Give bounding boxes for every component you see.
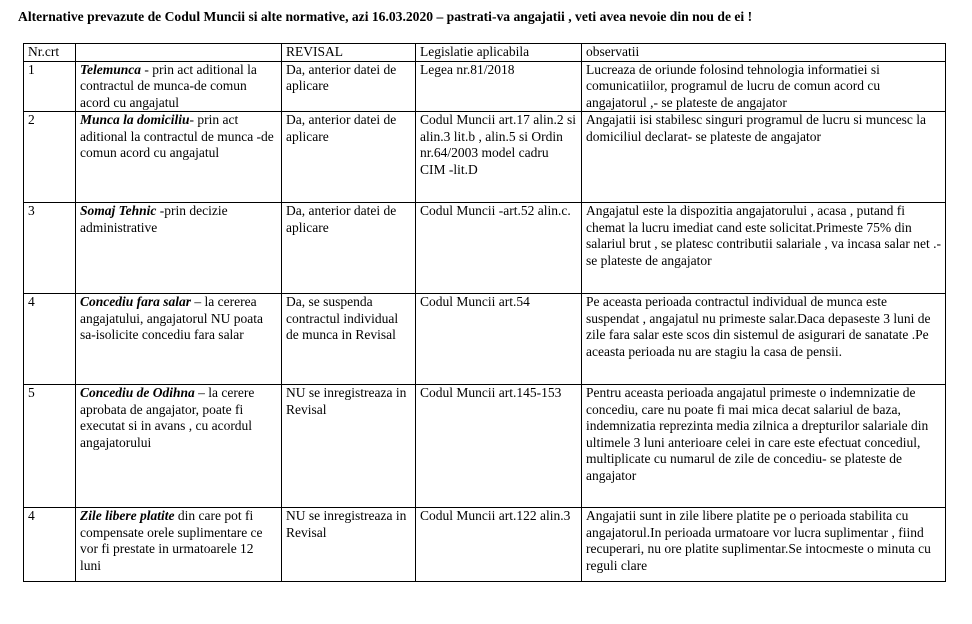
row-revisal: Da, anterior datei de aplicare [282, 61, 416, 112]
table-row [24, 112, 946, 203]
row-term-detail: - prin act aditional la contractul de munca-de comun acord cu angajatul [80, 61, 257, 110]
header-nrcrt: Nr.crt [24, 44, 76, 62]
row-legislatie: Codul Muncii art.145-153 [416, 385, 582, 508]
header-observatii: observatii [582, 44, 946, 62]
row-term: Concediu de Odihna [80, 385, 195, 400]
row-revisal: NU se inregistreaza in Revisal [282, 385, 416, 508]
row-description [76, 294, 282, 385]
row-revisal: Da, anterior datei de aplicare [282, 112, 416, 203]
row-number: 2 [24, 112, 76, 203]
table-row [24, 61, 946, 112]
row-legislatie: Codul Muncii -art.52 alin.c. [416, 203, 582, 294]
header-legislatie: Legislatie aplicabila [416, 44, 582, 62]
row-number: 4 [24, 508, 76, 582]
row-term-detail: -prin decizie administrative [80, 203, 228, 235]
row-observatii: Angajatii isi stabilesc singuri programul de lucru si muncesc la domiciliul declarat- se plateste de angajator [582, 112, 946, 203]
row-term: Concediu fara salar [80, 294, 192, 309]
row-term-detail: – la cerere aprobata de angajator, poate fi executat si in avans , cu acordul angajatorului [80, 385, 255, 450]
row-legislatie: Legea nr.81/2018 [416, 61, 582, 112]
row-legislatie: Codul Muncii art.54 [416, 294, 582, 385]
row-observatii: Pe aceasta perioada contractul individual de munca este suspendat , angajatul nu primeste salar.Daca depaseste 3 luni de zile fara salar este scos din sistemul de asigurari de sanatate .Pe aceasta perioada nu are stagiu la casa de pensii. [582, 294, 946, 385]
row-number: 4 [24, 294, 76, 385]
row-number: 5 [24, 385, 76, 508]
alternatives-table [23, 43, 946, 582]
header-description [76, 44, 282, 62]
row-description [76, 385, 282, 508]
row-legislatie: Codul Muncii art.122 alin.3 [416, 508, 582, 582]
row-revisal: Da, anterior datei de aplicare [282, 203, 416, 294]
row-term: Munca la domiciliu [80, 112, 190, 127]
document-title: Alternative prevazute de Codul Muncii si alte normative, azi 16.03.2020 – pastrati-va angajatii , veti avea nevoie din nou de ei ! [18, 9, 753, 24]
row-term: Telemunca [80, 61, 142, 77]
table-row [24, 203, 946, 294]
row-term-detail: – la cererea angajatului, angajatorul NU poata sa-isolicite concediu fara salar [80, 294, 263, 342]
row-observatii: Pentru aceasta perioada angajatul primeste o indemnizatie de concediu, care nu poate fi mai mica decat salariul de baza, indemnizatia reprezinta media zilnica a drepturilor salariale din ultimele 3 luni anterioare celei in care este efectuat concediul, multiplicate cu numarul de zile de concediu- se plateste de angajator [582, 385, 946, 508]
row-description [76, 112, 282, 203]
row-number: 1 [24, 61, 76, 112]
row-description [76, 508, 282, 582]
row-legislatie: Codul Muncii art.17 alin.2 si alin.3 lit.b , alin.5 si Ordin nr.64/2003 model cadru CIM -lit.D [416, 112, 582, 203]
header-row [24, 44, 946, 62]
table-row [24, 508, 946, 582]
row-number: 3 [24, 203, 76, 294]
row-term-detail: - prin act aditional la contractul de munca -de comun acord cu angajatul [80, 112, 274, 160]
row-observatii: Angajatii sunt in zile libere platite pe o perioada stabilita cu angajatorul.In perioada urmatoare vor lucra suplimentar , fiind recuperari, nu ore platite suplimentar.Se intocmeste o minuta cu reguli clare [582, 508, 946, 582]
table-row [24, 385, 946, 508]
row-term: Somaj Tehnic [80, 203, 157, 218]
row-description [76, 61, 282, 112]
row-revisal: Da, se suspenda contractul individual de munca in Revisal [282, 294, 416, 385]
row-description [76, 203, 282, 294]
row-revisal: NU se inregistreaza in Revisal [282, 508, 416, 582]
row-term: Zile libere platite [80, 508, 175, 523]
row-term-detail: din care pot fi compensate orele suplimentare ce vor fi prestate in urmatoarele 12 luni [80, 508, 263, 573]
table-row [24, 294, 946, 385]
row-observatii: Angajatul este la dispozitia angajatorului , acasa , putand fi chemat la lucru imediat cand este solicitat.Primeste 75% din salariul brut , se platesc contributii salariale , va incasa salar net .- se plateste de angajator [582, 203, 946, 294]
header-revisal: REVISAL [282, 44, 416, 62]
row-observatii: Lucreaza de oriunde folosind tehnologia informatiei si comunicatiilor, programul de lucru de comun acord cu angajatorul ,- se plateste de angajator [582, 61, 946, 112]
